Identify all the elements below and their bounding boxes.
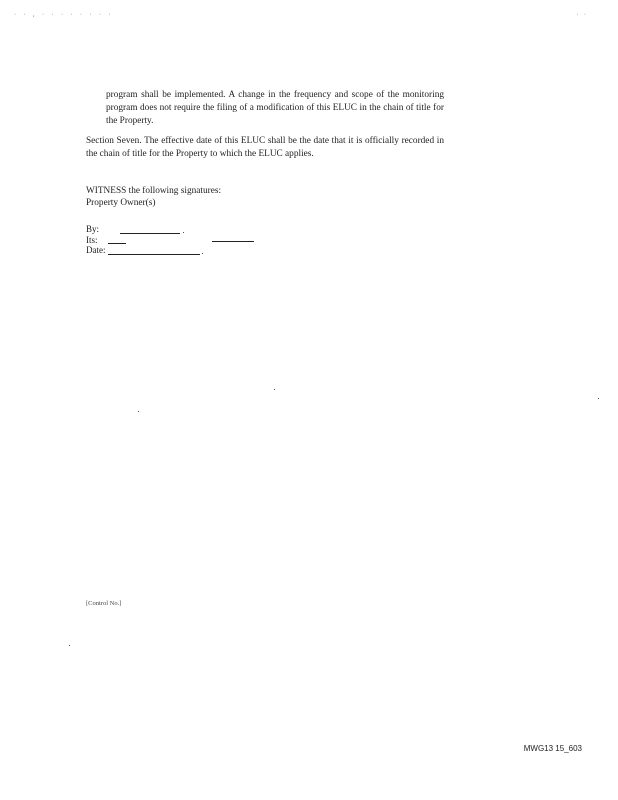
witness-statement: WITNESS the following signatures: [86,186,222,196]
bates-page-number: MWG13 15_603 [523,744,582,753]
date-row [86,245,106,255]
scan-speck [138,411,139,412]
date-line [108,254,200,255]
scan-speck [274,389,275,390]
scan-artifact-corner: · · [576,12,588,18]
witness-block [86,186,221,209]
scan-speck [69,645,70,646]
scan-artifact-header: · · , · · · · · · · · [14,12,114,18]
by-label: By: [86,224,100,234]
section-seven-paragraph: Section Seven. The effective date of this ELUC shall be the date that it is officially recorded in the chain of title for the Property to which the ELUC applies. [86,136,444,159]
by-row [86,224,99,234]
its-row [86,235,98,245]
monitoring-paragraph: program shall be implemented. A change in the frequency and scope of the monitoring program does not require the filing of a modification of this ELUC in the chain of title for the Property. [106,90,444,126]
witness-signature-line [212,241,254,242]
by-signature-line [120,233,180,234]
scan-speck [598,398,599,399]
its-title-line [108,243,126,244]
its-label: Its: [86,235,98,245]
scan-speck [183,232,184,233]
document-reference: [Control No.] [86,600,122,607]
date-label: Date: [86,245,106,255]
property-owner-label: Property Owner(s) [86,197,156,208]
scan-speck [202,253,203,254]
